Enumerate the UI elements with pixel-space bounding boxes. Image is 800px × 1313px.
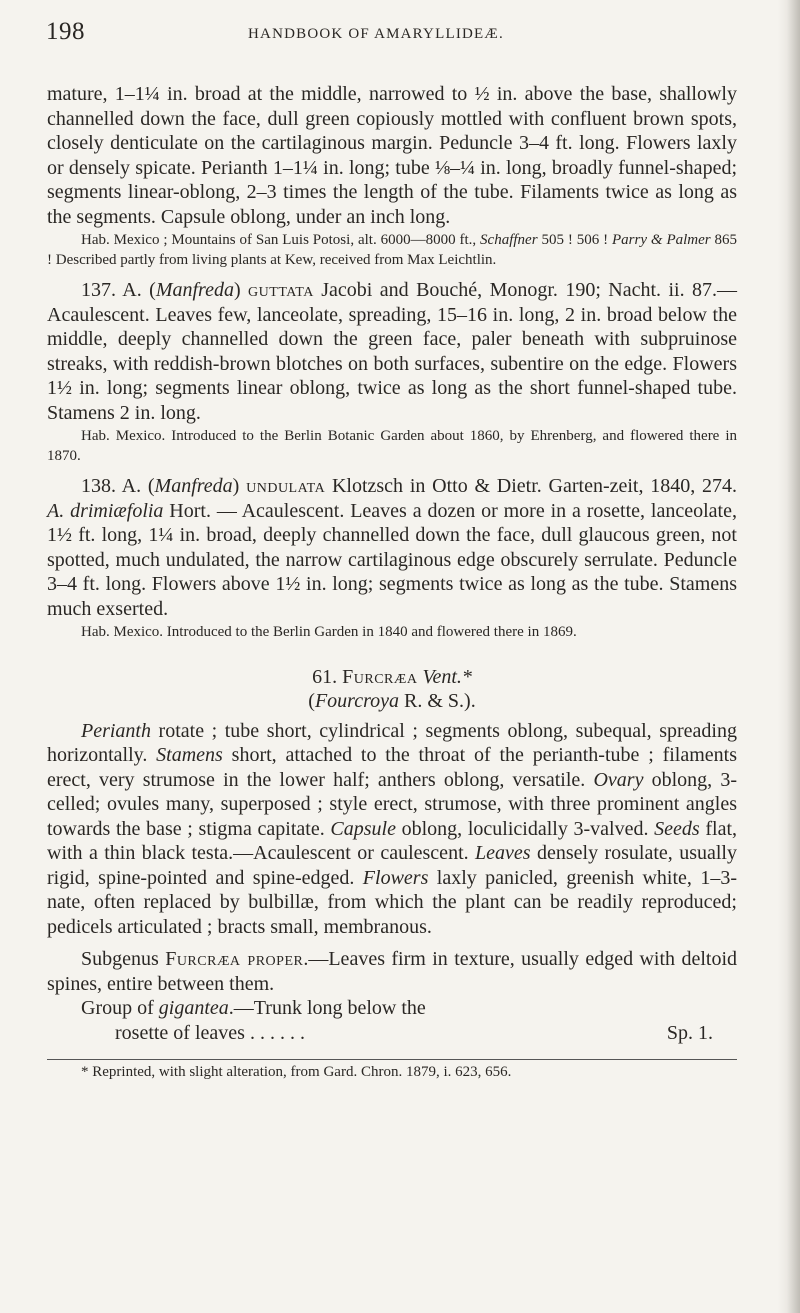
description-text: laxly panicled, greenish white, 1–3-nate, often replaced by bulbillæ, from which the plant can be readily reproduced; pedicels articulated ; bracts small, membranous. xyxy=(47,866,737,938)
page-edge-shadow xyxy=(778,0,800,1313)
organ-term: Capsule xyxy=(330,817,396,840)
genus-heading: 61. Furcræa Vent.* (Fourcroya R. & S.). xyxy=(308,665,476,712)
genus-name: Furcræa xyxy=(342,665,418,688)
description-text: rotate ; tube short, cylindrical ; segments oblong, subequal, spreading horizontally. xyxy=(47,719,737,766)
description-text: oblong, 3-celled; ovules many, superposed ; style erect, strumose, with three prominent angles towards the base ; stigma capitate. xyxy=(47,768,737,840)
continued-paragraph: mature, 1–1¼ in. broad at the middle, narrowed to ½ in. above the base, shallowly channelled down the face, dull green copiously mottled with confluent brown spots, closely denticulate on the cartilaginous margin. Peduncle 3–4 ft. long. Flowers laxly or densely spicate. Perianth 1–1¼ in. long; tube ⅛–¼ in. long, broadly funnel-shaped; segments linear-oblong, 2–3 times the length of the tube. Filaments twice as long as the segments. Capsule oblong, under an inch long. xyxy=(47,83,737,228)
description-text: densely rosulate, usually rigid, spine-pointed and spine-edged. xyxy=(47,842,737,889)
description-text: short, attached to the throat of the perianth-tube ; filaments erect, very strumose in the lower half; anthers oblong, versatile. xyxy=(47,744,737,791)
species-name: undulata xyxy=(246,475,326,497)
species-name: guttata xyxy=(248,279,314,301)
running-title: HANDBOOK OF AMARYLLIDEÆ. xyxy=(248,26,504,42)
species-entry-137: 137. A. (Manfreda) guttata Jacobi and Bouché, Monogr. 190; Nacht. ii. 87.—Acaulescent. Leaves few, lanceolate, spreading, 15–16 in. long, 2 in. broad below the middle, deeply channelled down the green face, paler beneath with subpruinose streaks, with reddish-brown blotches on both surfaces, subentire on the edge. Flowers 1½ in. long; segments linear oblong, twice as long as the short funnel-shaped tube. Stamens 2 in. long. xyxy=(47,279,737,424)
species-entry-138: 138. A. (Manfreda) undulata Klotzsch in Otto & Dietr. Garten-zeit, 1840, 274. A. drimiæfolia Hort. — Acaulescent. Leaves a dozen or more in a rosette, lanceolate, 1½ ft. long, 1¼ in. broad, deeply channelled down the face, dull glaucous green, not spotted, much undulated, the narrow cartilaginous edge obscurely serrulate. Peduncle 3–4 ft. long. Flowers above 1½ in. long; segments twice as long as the tube. Stamens much exserted. xyxy=(47,475,738,620)
habitat-note-138: Hab. Mexico. Introduced to the Berlin Garden in 1840 and flowered there in 1869. xyxy=(81,624,577,640)
organ-term: Perianth xyxy=(81,719,151,742)
description-text: oblong, loculicidally 3-valved. xyxy=(395,817,655,840)
page-number: 198 xyxy=(46,18,85,45)
organ-term: Stamens xyxy=(156,744,223,766)
page-body xyxy=(47,82,737,1082)
species-reference: Sp. 1. xyxy=(666,1021,713,1044)
genus-description xyxy=(47,719,737,940)
organ-term: Leaves xyxy=(475,842,531,864)
footnote: * Reprinted, with slight alteration, from Gard. Chron. 1879, i. 623, 656. xyxy=(81,1064,512,1080)
organ-term: Ovary xyxy=(593,768,644,791)
subgenus-paragraph: Subgenus Furcræa proper.—Leaves firm in texture, usually edged with deltoid spines, entire between them. xyxy=(47,948,738,995)
group-heading: Group of gigantea.—Trunk long below the xyxy=(81,997,426,1019)
description-text: flat, with a thin black testa.—Acaulescent or caulescent. xyxy=(47,817,738,864)
footnote-rule xyxy=(47,1059,737,1060)
habitat-note-136: Hab. Mexico ; Mountains of San Luis Potosi, alt. 6000—8000 ft., Schaffner 505 ! 506 ! Parry & Palmer 865 ! Described partly from living plants at Kew, received from Max Leichtlin. xyxy=(47,232,738,268)
page-header xyxy=(46,18,746,48)
group-leader-line: rosette of leaves . . . . . . Sp. 1. xyxy=(115,1021,713,1044)
habitat-note-137: Hab. Mexico. Introduced to the Berlin Botanic Garden about 1860, by Ehrenberg, and flowered there in 1870. xyxy=(47,428,737,464)
organ-term: Flowers xyxy=(362,866,429,889)
organ-term: Seeds xyxy=(654,817,700,840)
